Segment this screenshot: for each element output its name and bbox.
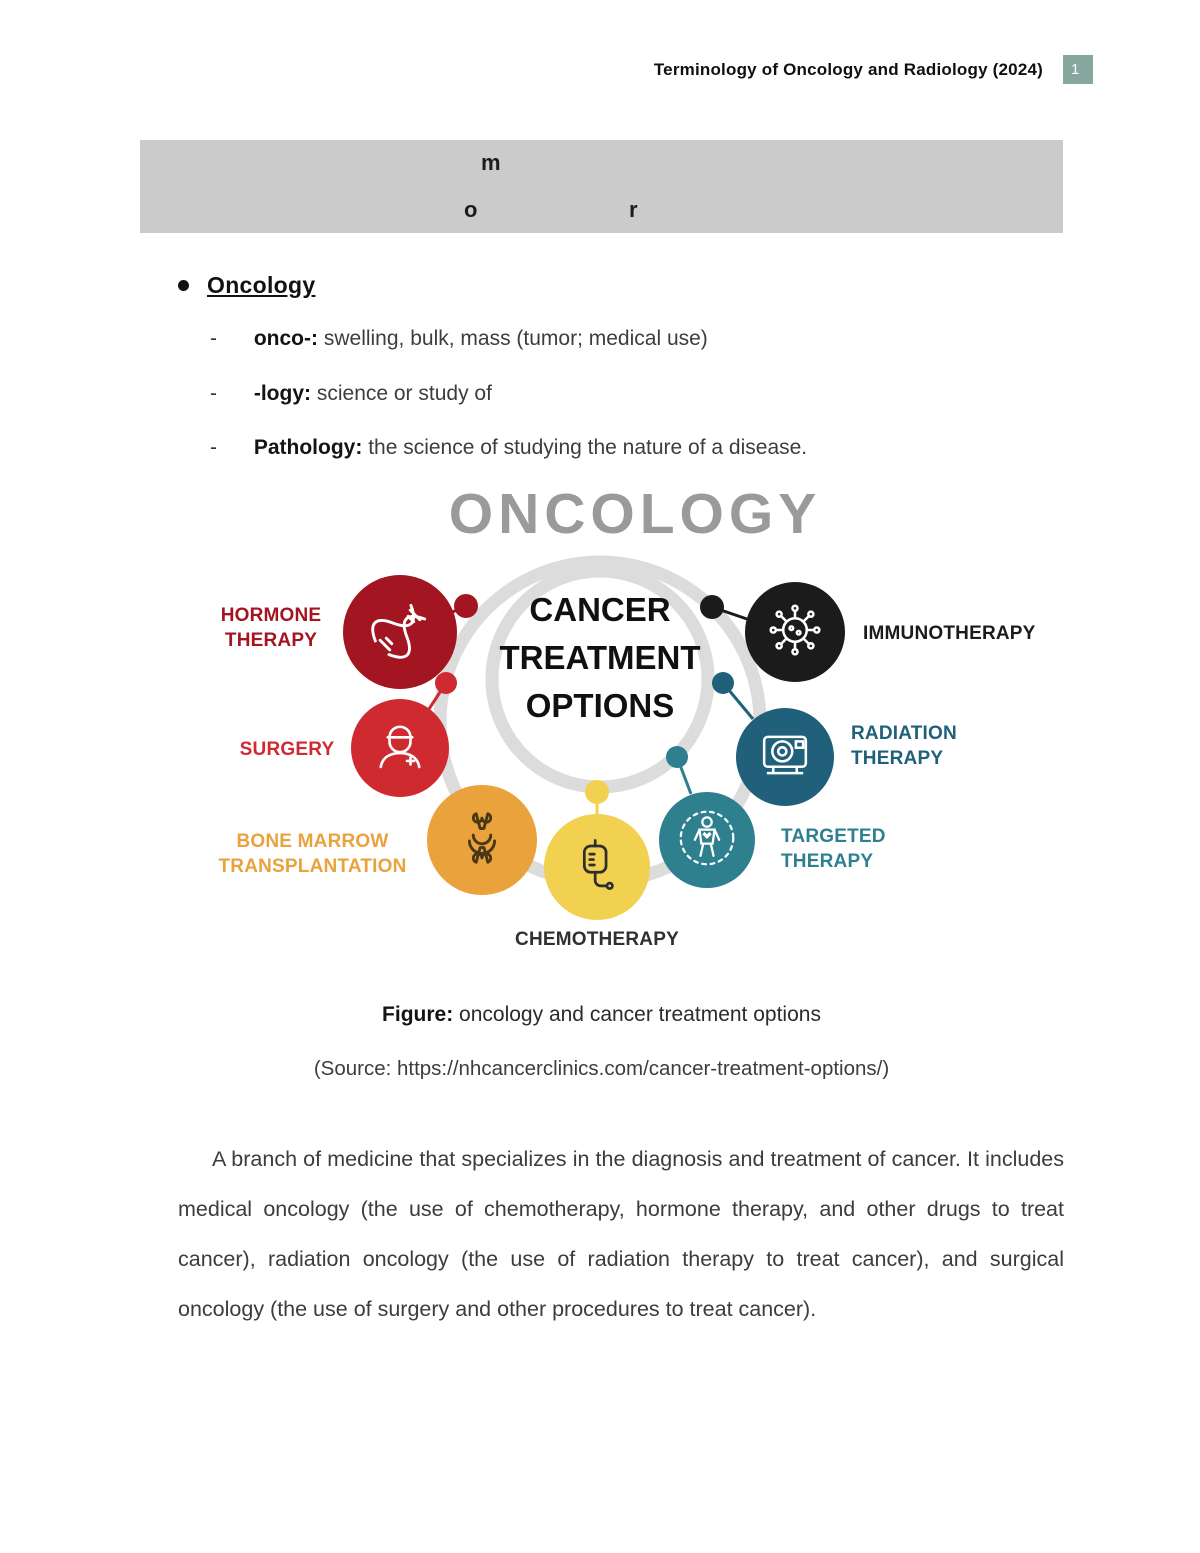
bone-joint-icon: [451, 807, 513, 874]
hormone-therapy-circle: [343, 575, 457, 689]
chemotherapy-label: CHEMOTHERAPY: [515, 929, 679, 950]
banner-letter: m: [481, 150, 501, 175]
connector-dot: [435, 672, 457, 694]
list-dash: -: [210, 436, 217, 459]
page-number-badge: [1063, 55, 1093, 84]
oncology-infographic: [210, 482, 1060, 965]
connector-dot: [454, 594, 478, 618]
list-dash: -: [210, 382, 217, 405]
figure-caption-label: Figure:: [382, 1003, 454, 1026]
bullet-icon: [178, 280, 189, 291]
page-number: 1: [1071, 61, 1080, 78]
definition-item: [210, 382, 492, 406]
surgery-circle: [351, 699, 449, 797]
dna-icon: [369, 599, 431, 666]
section-title: Oncology: [207, 272, 316, 298]
surgery-label: SURGERY: [239, 739, 335, 760]
hormone-therapy-label: HORMONE THERAPY: [220, 605, 322, 651]
figure-title: ONCOLOGY: [448, 482, 822, 546]
body-paragraph: A branch of medicine that specializes in the diagnosis and treatment of cancer. It includes medical oncology (the use of chemotherapy, hormone therapy, and other drugs to treat cancer), radiation oncology (the use of radiation therapy to treat cancer), and surgical oncology (the use of surgery and other procedures to treat cancer).: [178, 1147, 1064, 1321]
connector-dot: [712, 672, 734, 694]
immunotherapy-circle: [745, 582, 845, 682]
chemotherapy-circle: [544, 814, 650, 920]
bone-marrow-label: BONE MARROW TRANSPLANTATION: [218, 831, 407, 877]
definition-term: -logy:: [253, 382, 311, 405]
iv-drip-icon: [568, 836, 626, 899]
immunotherapy-label: IMMUNOTHERAPY: [863, 623, 1036, 644]
figure-caption: [140, 1003, 1063, 1027]
radiation-therapy-label: RADIATION THERAPY: [851, 723, 957, 769]
definition-item: [210, 436, 807, 460]
figure-caption-text: oncology and cancer treatment options: [459, 1003, 821, 1026]
definition-term: onco-:: [253, 327, 318, 350]
section-heading: [178, 272, 315, 299]
list-dash: -: [210, 327, 217, 350]
page-header-title: Terminology of Oncology and Radiology (2024): [653, 60, 1043, 79]
figure-center-text: CANCER TREATMENT OPTIONS: [499, 591, 701, 724]
definition-text: swelling, bulk, mass (tumor; medical use): [323, 327, 708, 350]
title-banner: [140, 140, 1063, 233]
body-target-icon: [677, 808, 737, 873]
definition-text: the science of studying the nature of a disease.: [368, 436, 808, 459]
definition-term: Pathology:: [253, 436, 363, 459]
targeted-therapy-circle: [659, 792, 755, 888]
virus-cell-icon: [766, 601, 824, 664]
surgeon-icon: [372, 718, 428, 779]
bone-marrow-circle: [427, 785, 537, 895]
definition-text: science or study of: [316, 382, 492, 405]
figure-source: (Source: https://nhcancerclinics.com/cancer-treatment-options/): [313, 1057, 890, 1080]
banner-letter: r: [629, 197, 638, 222]
banner-letter: o: [464, 197, 478, 222]
targeted-therapy-label: TARGETED THERAPY: [781, 826, 886, 872]
radiation-therapy-circle: [736, 708, 834, 806]
connector-dot: [666, 746, 688, 768]
connector-dot: [585, 780, 609, 804]
radiation-machine-icon: [756, 726, 814, 789]
definition-item: [210, 327, 708, 351]
